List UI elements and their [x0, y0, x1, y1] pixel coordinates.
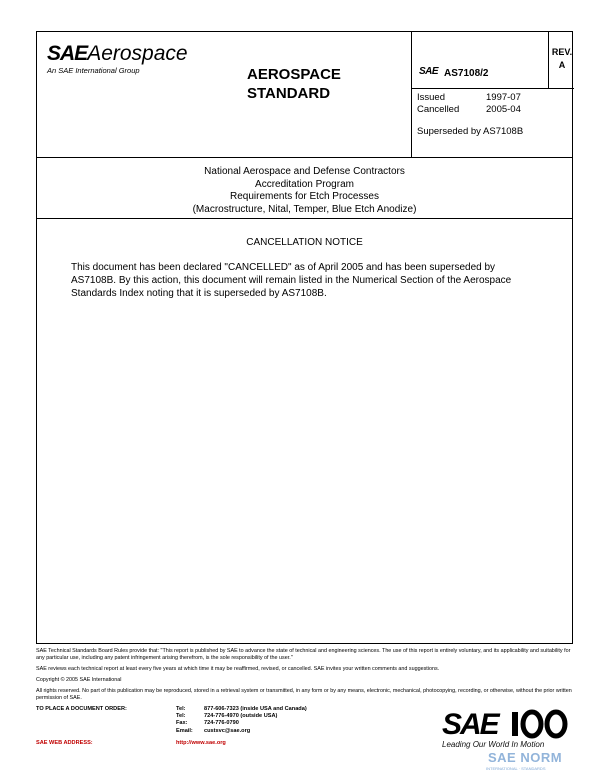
footer-review: SAE reviews each technical report at least every five years at which time it may be reaffirmed, revised, or cancelled. SAE invites your written comments and suggestions.	[36, 666, 440, 672]
cancelled-label: Cancelled	[417, 104, 460, 115]
issued-value: 1997-07	[486, 92, 521, 103]
title-line4: (Macrostructure, Nital, Temper, Blue Etch Anodize)	[192, 203, 417, 215]
legal-footer	[36, 648, 576, 706]
tel2-value: 724-776-4970 (outside USA)	[204, 713, 278, 720]
web-link[interactable]: http://www.sae.org	[176, 740, 226, 746]
footer-rules: SAE Technical Standards Board Rules provide that: "This report is published by SAE to advance the state of technical and engineering sciences. The use of this report is entirely voluntary, and its applicability and suitability for any particular use, including any patent infringement arising therefrom, is the sole responsibility of the user."	[36, 648, 571, 661]
title-line1: National Aerospace and Defense Contractors	[204, 166, 405, 177]
web-label: SAE WEB ADDRESS:	[36, 740, 93, 746]
svg-text:SAE: SAE	[442, 708, 498, 741]
contact-labels	[176, 706, 206, 735]
order-label: TO PLACE A DOCUMENT ORDER:	[36, 706, 127, 712]
revision-label	[549, 46, 575, 72]
brand-subtitle: An SAE International Group	[47, 66, 140, 75]
header-logo-cell	[37, 32, 411, 157]
email-link[interactable]: custsvc@sae.org	[204, 727, 251, 734]
title-line2: Accreditation Program	[255, 178, 354, 190]
cancellation-body: This document has been declared "CANCELLED" as of April 2005 and has been superseded by AS7108B. By this action, this document will remain listed in the Numerical Section of the Aerospace Standards Index noting that it is superseded by AS7108B.	[71, 262, 512, 299]
rev-value: A	[558, 60, 566, 70]
web-address	[36, 740, 226, 746]
superseded-note: Superseded by AS7108B	[417, 126, 524, 137]
fax-label: Fax:	[176, 720, 188, 727]
contact-values	[204, 706, 364, 735]
standard-title	[247, 65, 341, 103]
tel1-value: 877-606-7323 (inside USA and Canada)	[204, 706, 307, 712]
email-label: Email:	[176, 727, 193, 734]
document-number: AS7108/2	[444, 68, 489, 79]
standard-title-line2: STANDARD	[247, 85, 331, 102]
rev-label-text: REV.	[551, 47, 573, 57]
revision-cell	[548, 32, 574, 89]
standard-title-line1: AEROSPACE	[247, 66, 341, 83]
fax-value: 724-776-0790	[204, 720, 239, 727]
footer-rights: All rights reserved. No part of this publication may be reproduced, stored in a retrieval system or transmitted, in any form or by any means, electronic, mechanical, photocopying, recording, or otherwise, without the prior written permission of SAE.	[36, 688, 572, 701]
cancellation-heading: CANCELLATION NOTICE	[246, 237, 363, 248]
dates-cell	[411, 89, 574, 157]
footer-copyright: Copyright © 2005 SAE International	[36, 677, 122, 683]
brand-aerospace: Aerospace	[87, 42, 188, 65]
document-title	[37, 166, 572, 216]
document-title-block	[37, 157, 572, 219]
cancelled-value: 2005-04	[486, 104, 521, 115]
sae-norm-watermark: SAE NORM	[488, 750, 563, 765]
tel1-label: Tel:	[176, 706, 186, 712]
issued-row	[417, 92, 521, 103]
sae-aerospace-logo	[47, 42, 188, 66]
document-id-cell	[411, 32, 548, 89]
issued-label: Issued	[417, 92, 445, 103]
title-line3: Requirements for Etch Processes	[230, 191, 379, 202]
cancelled-row	[417, 104, 521, 115]
logo-tagline: Leading Our World In Motion	[442, 740, 545, 749]
document-frame	[36, 31, 573, 644]
tel2-label: Tel:	[176, 713, 186, 720]
watermark-subtitle: INTERNATIONAL · STANDARDS	[486, 766, 546, 771]
sae-mark-icon: SAE	[419, 66, 439, 77]
brand-sae: SAE	[47, 42, 88, 65]
